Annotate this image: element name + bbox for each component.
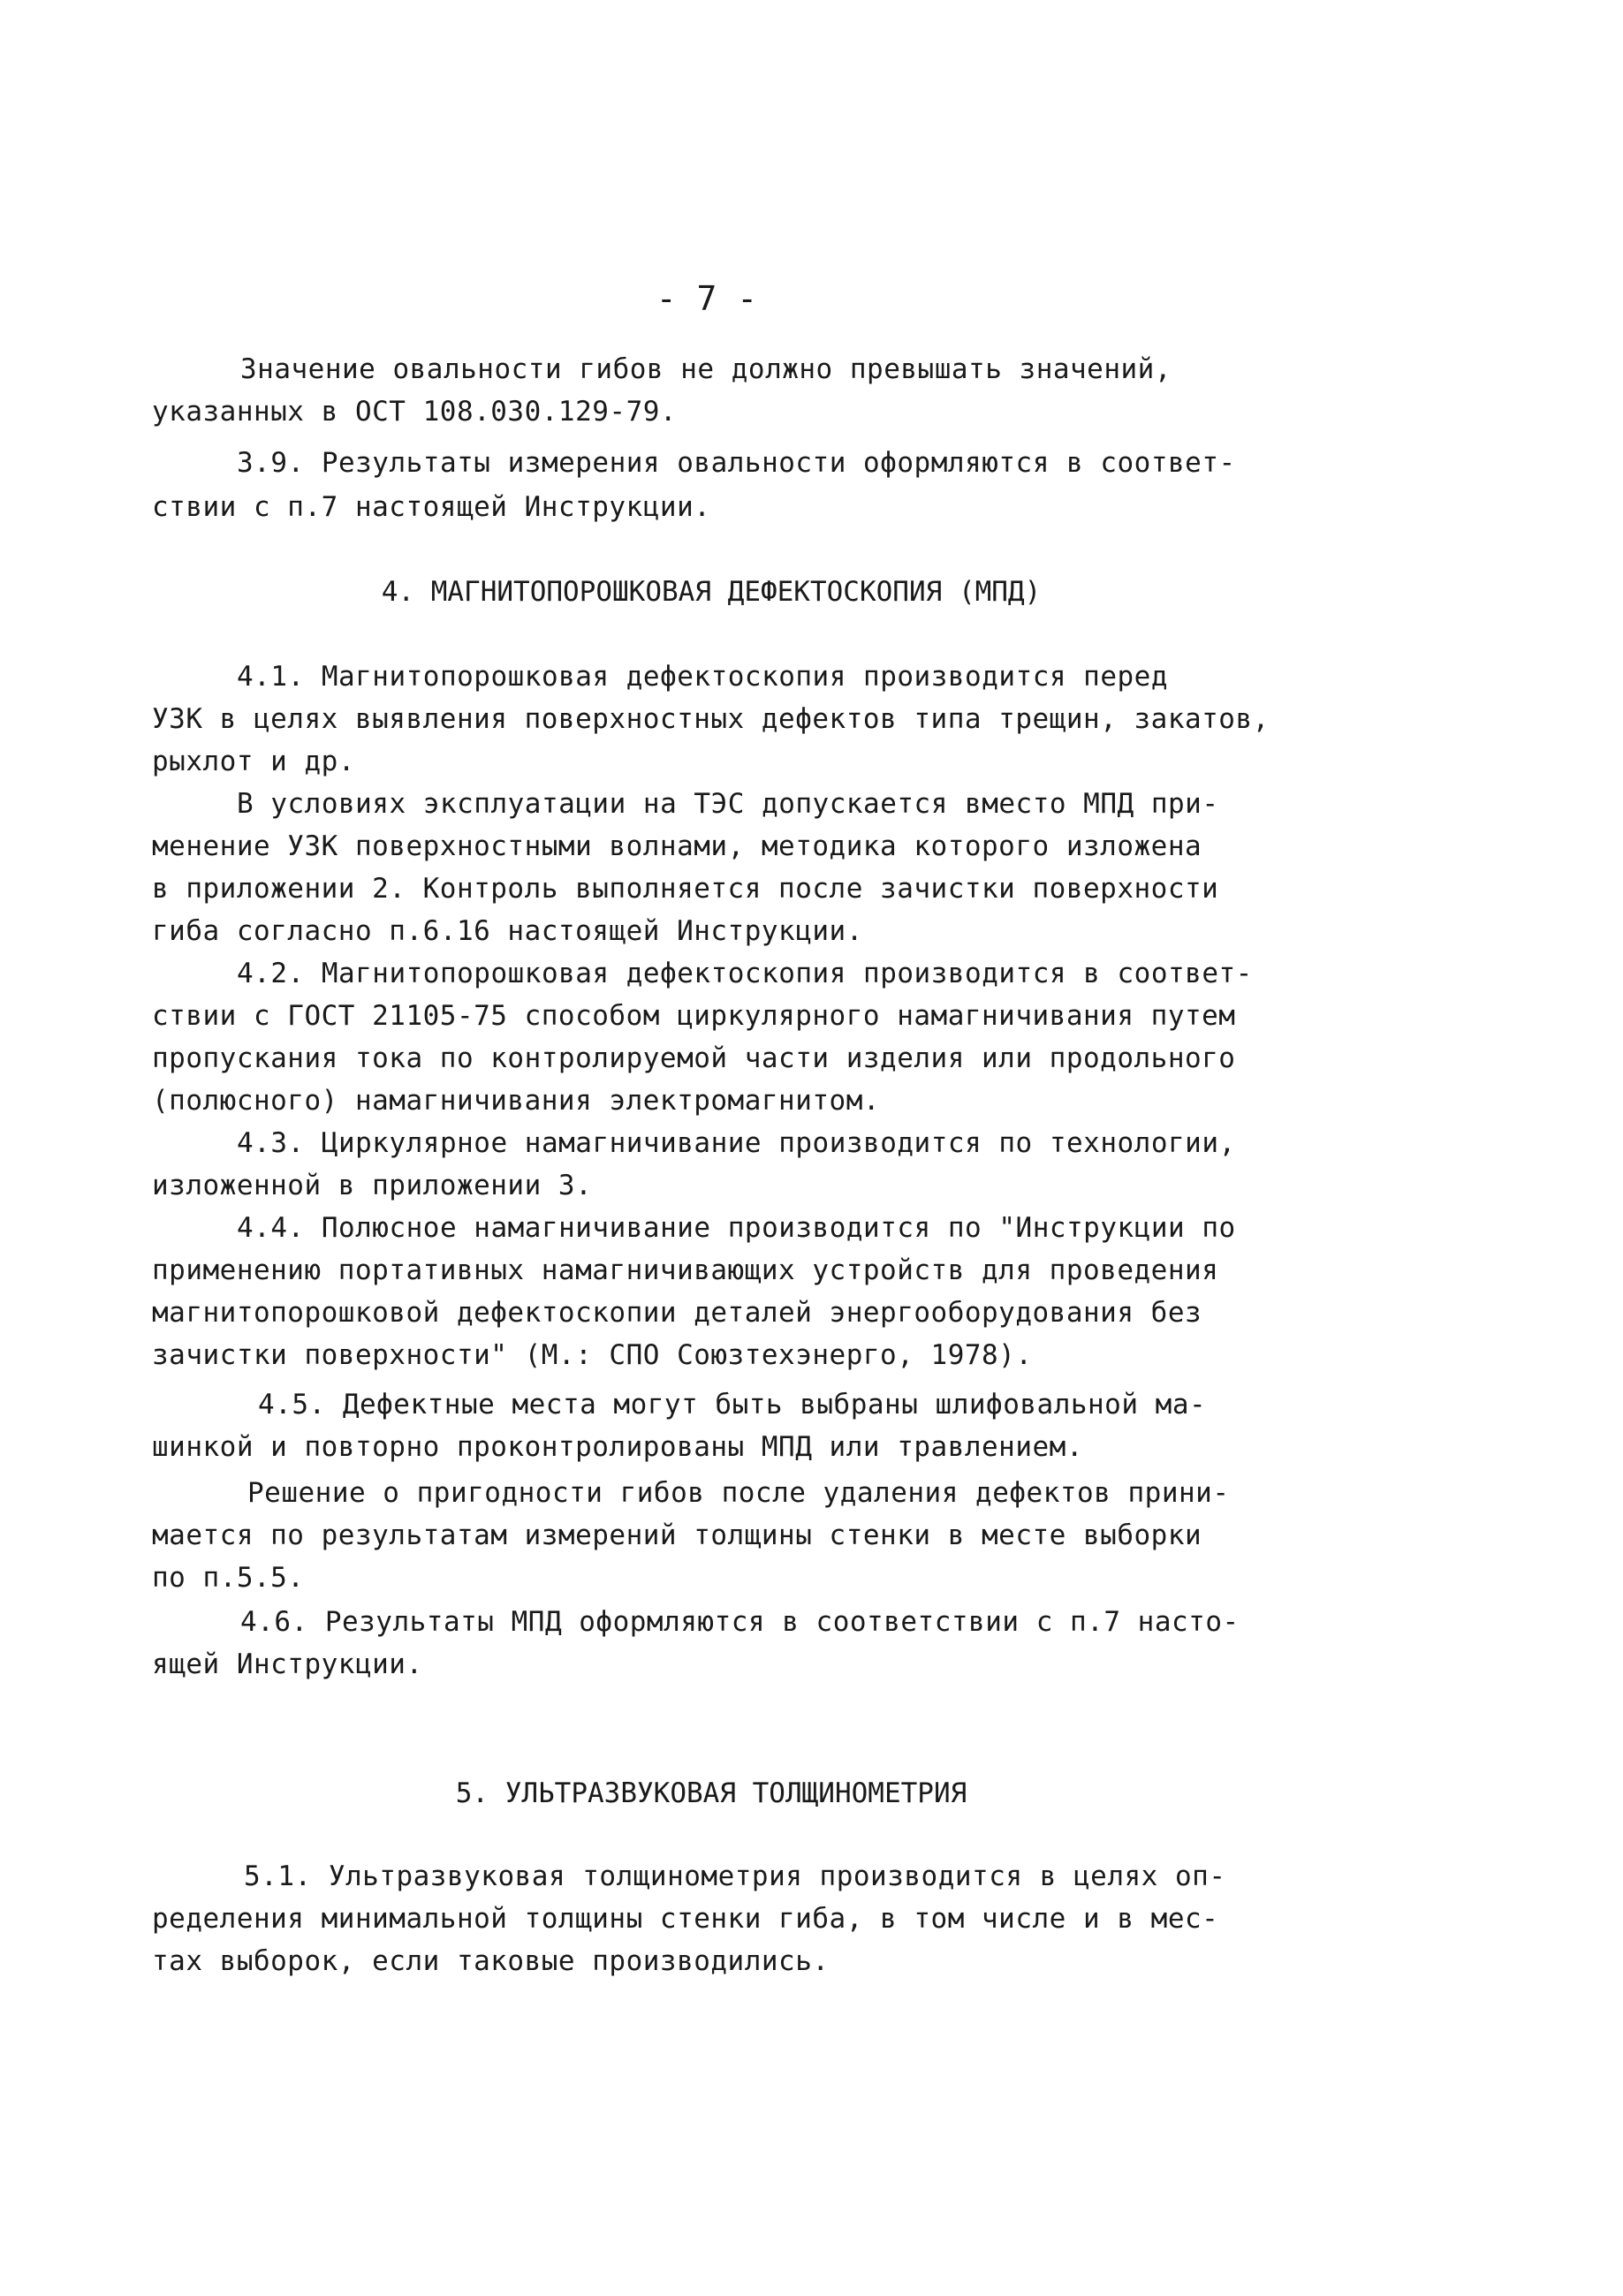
text-line: 4.2. Магнитопорошковая дефектоскопия производится в соответ- — [237, 958, 1253, 989]
text-line: шинкой и повторно проконтролированы МПД или травлением. — [152, 1431, 1083, 1463]
page-number: - 7 - — [656, 279, 758, 318]
text-line: (полюсного) намагничивания электромагнитом. — [152, 1085, 881, 1117]
text-line: 5.1. Ультразвуковая толщинометрия производится в целях оп- — [244, 1860, 1226, 1892]
text-line: в приложении 2. Контроль выполняется после зачистки поверхности — [152, 873, 1219, 905]
section-heading: 5. УЛЬТРАЗВУКОВАЯ ТОЛЩИНОМЕТРИЯ — [455, 1777, 967, 1809]
text-line: менение УЗК поверхностными волнами, методика которого изложена — [152, 830, 1202, 862]
text-line: Значение овальности гибов не должно превышать значений, — [240, 353, 1172, 385]
text-line: пропускания тока по контролируемой части изделия или продольного — [152, 1042, 1236, 1074]
text-line: тах выборок, если таковые производились. — [152, 1945, 830, 1977]
text-line: указанных в ОСТ 108.030.129-79. — [152, 396, 678, 428]
text-line: В условиях эксплуатации на ТЭС допускается вместо МПД при- — [237, 788, 1219, 820]
text-line: 3.9. Результаты измерения овальности оформляются в соответ- — [237, 447, 1236, 479]
text-line: по п.5.5. — [152, 1562, 305, 1594]
text-line: гиба согласно п.6.16 настоящей Инструкции. — [152, 915, 863, 947]
text-line: мается по результатам измерений толщины стенки в месте выборки — [152, 1519, 1202, 1551]
text-line: ящей Инструкции. — [152, 1648, 423, 1680]
text-line: 4.1. Магнитопорошковая дефектоскопия производится перед — [237, 661, 1168, 693]
text-line: УЗК в целях выявления поверхностных дефектов типа трещин, закатов, — [152, 703, 1270, 735]
text-line: ределения минимальной толщины стенки гиба, в том числе и в мес- — [152, 1903, 1219, 1935]
text-line: 4.5. Дефектные места могут быть выбраны шлифовальной ма- — [258, 1389, 1207, 1421]
text-line: 4.4. Полюсное намагничивание производится по "Инструкции по — [237, 1212, 1236, 1244]
text-line: зачистки поверхности" (М.: СПО Союзтехэнерго, 1978). — [152, 1339, 1033, 1371]
text-line: 4.6. Результаты МПД оформляются в соответствии с п.7 насто- — [240, 1606, 1240, 1638]
text-line: ствии с ГОСТ 21105-75 способом циркулярного намагничивания путем — [152, 1000, 1236, 1032]
text-line: Решение о пригодности гибов после удаления дефектов прини- — [247, 1477, 1230, 1509]
text-line: изложенной в приложении 3. — [152, 1170, 593, 1201]
text-line: магнитопорошковой дефектоскопии деталей энергооборудования без — [152, 1297, 1202, 1329]
text-line: 4.3. Циркулярное намагничивание производится по технологии, — [237, 1127, 1236, 1159]
text-line: применению портативных намагничивающих устройств для проведения — [152, 1254, 1219, 1286]
section-heading: 4. МАГНИТОПОРОШКОВАЯ ДЕФЕКТОСКОПИЯ (МПД) — [381, 576, 1042, 608]
text-line: ствии с п.7 настоящей Инструкции. — [152, 491, 711, 523]
text-line: рыхлот и др. — [152, 746, 355, 777]
